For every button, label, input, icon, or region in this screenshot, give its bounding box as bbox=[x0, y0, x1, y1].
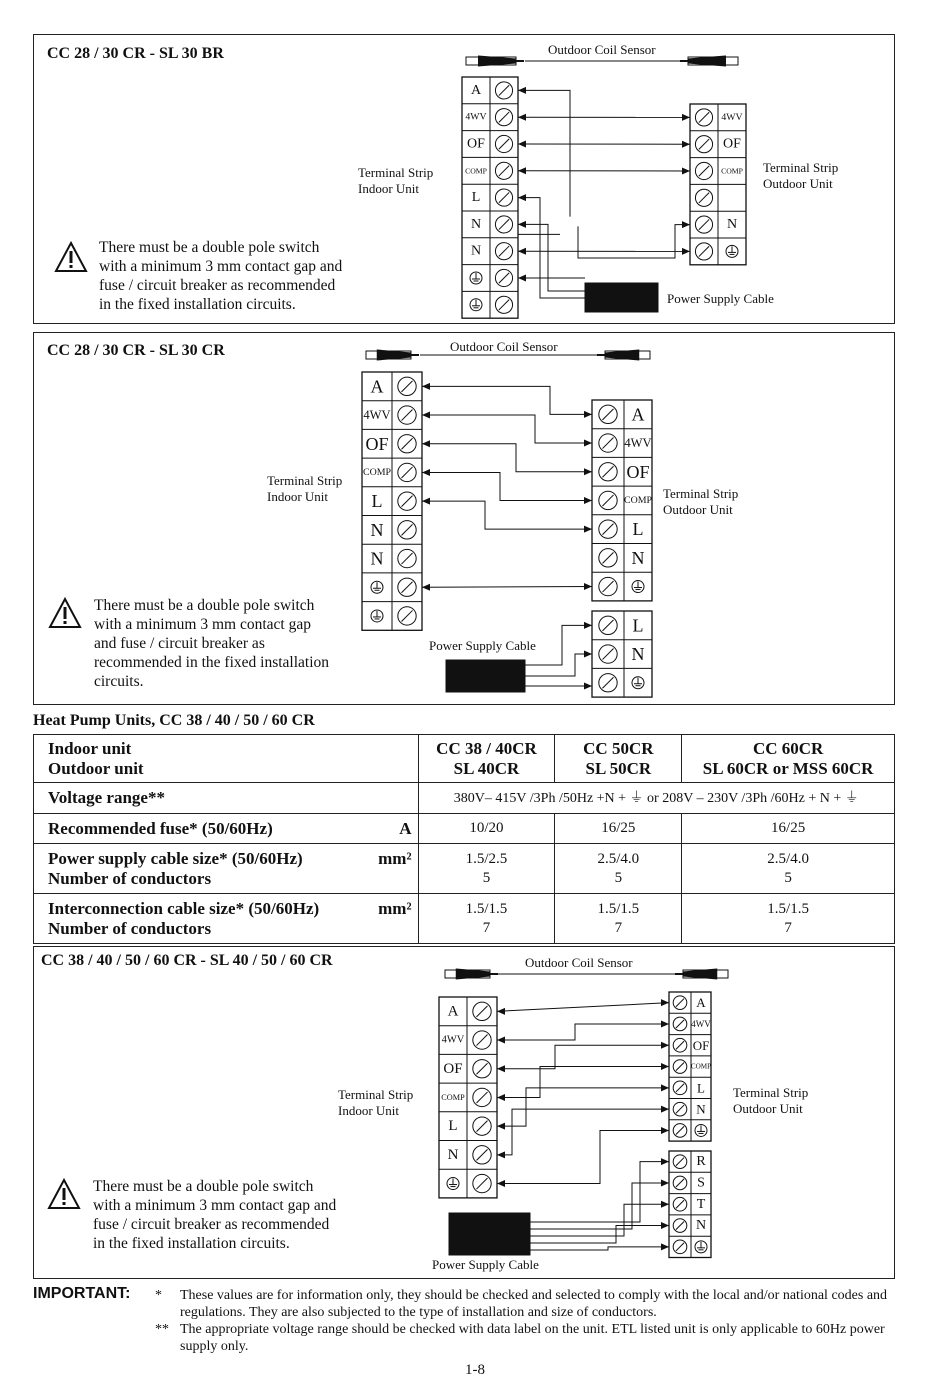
arrow-head bbox=[497, 1065, 505, 1072]
screw-icon bbox=[473, 1117, 491, 1135]
arrow-head bbox=[661, 1158, 669, 1165]
indoor-strip-label: Terminal Strip Indoor Unit bbox=[358, 165, 434, 196]
power-supply-cable bbox=[449, 1213, 530, 1255]
spec-table-title: Heat Pump Units, CC 38 / 40 / 50 / 60 CR bbox=[33, 712, 315, 729]
column-header: CC 60CR SL 60CR or MSS 60CR bbox=[682, 735, 895, 783]
voltage-value: 380V– 415V /3Ph /50Hz +N + ⏚ or 208V – 230V /3Ph /60Hz + N + ⏚ bbox=[418, 783, 894, 814]
arrow-head bbox=[661, 1201, 669, 1208]
page-number: 1-8 bbox=[465, 1362, 485, 1378]
wire bbox=[497, 1130, 669, 1183]
screw-icon bbox=[673, 1081, 687, 1095]
screw-icon bbox=[473, 1002, 491, 1020]
screw-icon bbox=[473, 1088, 491, 1106]
arrow-head bbox=[661, 1106, 669, 1113]
wire bbox=[530, 1247, 669, 1250]
power-cable-label: Power Supply Cable bbox=[432, 1257, 539, 1272]
terminal-label: 4WV bbox=[441, 1034, 465, 1046]
terminal-label: N bbox=[631, 644, 645, 665]
screw-icon bbox=[673, 1197, 687, 1211]
terminal-label: L bbox=[471, 190, 481, 206]
terminal-label: OF bbox=[723, 136, 741, 152]
terminal-label: 4WV bbox=[691, 1018, 711, 1029]
ground-icon bbox=[695, 1124, 707, 1136]
column-header: CC 50CR SL 50CR bbox=[555, 735, 682, 783]
arrow-head bbox=[497, 1151, 505, 1158]
terminal-label: L bbox=[632, 519, 644, 540]
screw-icon bbox=[673, 1240, 687, 1254]
terminal-label: OF bbox=[443, 1060, 463, 1077]
sensor-label: Outdoor Coil Sensor bbox=[548, 42, 656, 57]
sensor-label: Outdoor Coil Sensor bbox=[525, 955, 633, 970]
table-cell: 2.5/4.0 5 bbox=[555, 844, 682, 894]
sensor-label: Outdoor Coil Sensor bbox=[450, 339, 558, 354]
arrow-head bbox=[661, 1084, 669, 1091]
row-label: mm² Interconnection cable size* (50/60Hz) Number of conductors bbox=[34, 894, 419, 944]
screw-icon bbox=[473, 1031, 491, 1049]
table-cell: 1.5/2.5 5 bbox=[418, 844, 555, 894]
table-cell: 16/25 bbox=[555, 814, 682, 844]
outdoor-strip-label: Terminal Strip Outdoor Unit bbox=[663, 486, 739, 517]
terminal-label: N bbox=[470, 216, 482, 232]
arrow-head bbox=[661, 1243, 669, 1250]
screw-icon bbox=[673, 1124, 687, 1138]
table-cell: 1.5/1.5 7 bbox=[418, 894, 555, 944]
arrow-head bbox=[497, 1123, 505, 1130]
arrow-head bbox=[497, 1180, 505, 1187]
diagram-title: CC 28 / 30 CR - SL 30 CR bbox=[47, 342, 225, 359]
terminal-label: L bbox=[697, 1080, 705, 1096]
table-cell: 10/20 bbox=[418, 814, 555, 844]
footnote: ** The appropriate voltage range should be checked with data label on the unit. ETL listed unit is only applicable to 60Hz power supply only. bbox=[155, 1322, 885, 1354]
table-cell: 16/25 bbox=[682, 814, 895, 844]
arrow-head bbox=[661, 1063, 669, 1070]
screw-icon bbox=[673, 1017, 687, 1031]
arrow-head bbox=[497, 1037, 505, 1044]
wire bbox=[497, 1045, 669, 1069]
warning-text: There must be a double pole switch with a minimum 3 mm contact gap and fuse / circuit breaker as recommended in the fixed installation circuits. bbox=[99, 239, 343, 313]
screw-icon bbox=[673, 1219, 687, 1233]
terminal-label: 4WV bbox=[363, 408, 391, 423]
terminal-label: L bbox=[371, 491, 383, 512]
wire bbox=[497, 1109, 669, 1155]
terminal-label: L bbox=[632, 615, 644, 636]
power-cable-label: Power Supply Cable bbox=[667, 291, 774, 306]
terminal-label: S bbox=[697, 1175, 705, 1191]
terminal-label: L bbox=[448, 1118, 458, 1135]
screw-icon bbox=[473, 1146, 491, 1164]
diagram-title: CC 28 / 30 CR - SL 30 BR bbox=[47, 45, 224, 62]
sensor-connector-left bbox=[445, 969, 498, 979]
screw-icon bbox=[673, 1176, 687, 1190]
terminal-label: 4WV bbox=[721, 111, 743, 123]
terminal-label: 4WV bbox=[624, 436, 652, 451]
arrow-head bbox=[497, 1008, 505, 1015]
terminal-label: COMP bbox=[690, 1062, 712, 1071]
terminal-label: N bbox=[447, 1146, 459, 1163]
terminal-label: A bbox=[447, 1003, 459, 1020]
arrow-head bbox=[661, 1179, 669, 1186]
terminal-label: R bbox=[696, 1154, 706, 1170]
arrow-head bbox=[661, 999, 669, 1006]
diagram-title: CC 38 / 40 / 50 / 60 CR - SL 40 / 50 / 60 CR bbox=[41, 952, 333, 969]
terminal-label: OF bbox=[467, 136, 485, 152]
arrow-head bbox=[497, 1094, 505, 1101]
terminal-label: OF bbox=[626, 461, 650, 482]
row-label: A Recommended fuse* (50/60Hz) bbox=[34, 814, 419, 844]
terminal-label: COMP bbox=[363, 466, 391, 478]
column-header: CC 38 / 40CR SL 40CR bbox=[418, 735, 555, 783]
terminal-label: N bbox=[695, 1218, 707, 1234]
screw-icon bbox=[673, 1155, 687, 1169]
terminal-label: N bbox=[696, 1101, 706, 1117]
indoor-strip-label: Terminal Strip Indoor Unit bbox=[338, 1087, 414, 1118]
row-label: Voltage range** bbox=[34, 783, 419, 814]
screw-icon bbox=[673, 1102, 687, 1116]
power-cable-label: Power Supply Cable bbox=[429, 638, 536, 653]
outdoor-strip-label: Terminal Strip Outdoor Unit bbox=[733, 1085, 809, 1116]
screw-icon bbox=[673, 1060, 687, 1074]
terminal-label: N bbox=[370, 519, 384, 540]
wire bbox=[497, 1067, 669, 1098]
arrow-head bbox=[661, 1042, 669, 1049]
row-label: Indoor unit Outdoor unit bbox=[34, 735, 419, 783]
footnote: * These values are for information only, they should be checked and selected to comply with the local and/or national codes and regulations. They are also subjected to the type of installation and size of conductors. bbox=[155, 1288, 888, 1320]
table-cell: 1.5/1.5 7 bbox=[555, 894, 682, 944]
terminal-label: N bbox=[370, 548, 384, 569]
terminal-label: A bbox=[696, 995, 706, 1011]
arrow-head bbox=[661, 1020, 669, 1027]
row-label: mm² Power supply cable size* (50/60Hz) Number of conductors bbox=[34, 844, 419, 894]
terminal-label: COMP bbox=[441, 1092, 465, 1102]
screw-icon bbox=[473, 1060, 491, 1078]
ground-icon bbox=[447, 1178, 459, 1190]
important-label: IMPORTANT: bbox=[33, 1285, 131, 1302]
wire bbox=[530, 1204, 669, 1236]
screw-icon bbox=[673, 996, 687, 1010]
terminal-label: A bbox=[470, 82, 482, 98]
terminal-label: N bbox=[726, 217, 738, 233]
wire bbox=[530, 1226, 669, 1243]
wire bbox=[497, 1024, 669, 1040]
screw-icon bbox=[473, 1174, 491, 1192]
ground-icon bbox=[695, 1241, 707, 1253]
terminal-label: 4WV bbox=[465, 111, 487, 123]
terminal-label: A bbox=[370, 376, 384, 397]
warning-text: There must be a double pole switch with a minimum 3 mm contact gap and fuse / circuit breaker as recommended in the fixed installation circuits. bbox=[94, 597, 330, 690]
wires bbox=[439, 969, 728, 1258]
terminal-label: N bbox=[631, 547, 645, 568]
table-cell: 2.5/4.0 5 bbox=[682, 844, 895, 894]
terminal-label: A bbox=[631, 404, 645, 425]
arrow-head bbox=[661, 1222, 669, 1229]
terminal-label: COMP bbox=[721, 166, 743, 176]
terminal-label: COMP bbox=[624, 494, 652, 506]
terminal-label: T bbox=[696, 1196, 706, 1212]
terminal-label: OF bbox=[692, 1037, 710, 1053]
table-cell: 1.5/1.5 7 bbox=[682, 894, 895, 944]
wire bbox=[497, 1003, 669, 1012]
outdoor-strip-label: Terminal Strip Outdoor Unit bbox=[763, 160, 839, 191]
warning-text: There must be a double pole switch with a minimum 3 mm contact gap and fuse / circuit breaker as recommended in the fixed installation circuits. bbox=[93, 1178, 337, 1252]
indoor-strip-label: Terminal Strip Indoor Unit bbox=[267, 473, 343, 504]
wire bbox=[497, 1088, 669, 1126]
screw-icon bbox=[673, 1038, 687, 1052]
terminal-label: N bbox=[470, 243, 482, 259]
terminal-label: COMP bbox=[465, 166, 487, 176]
arrow-head bbox=[661, 1127, 669, 1134]
terminal-label: OF bbox=[365, 433, 389, 454]
